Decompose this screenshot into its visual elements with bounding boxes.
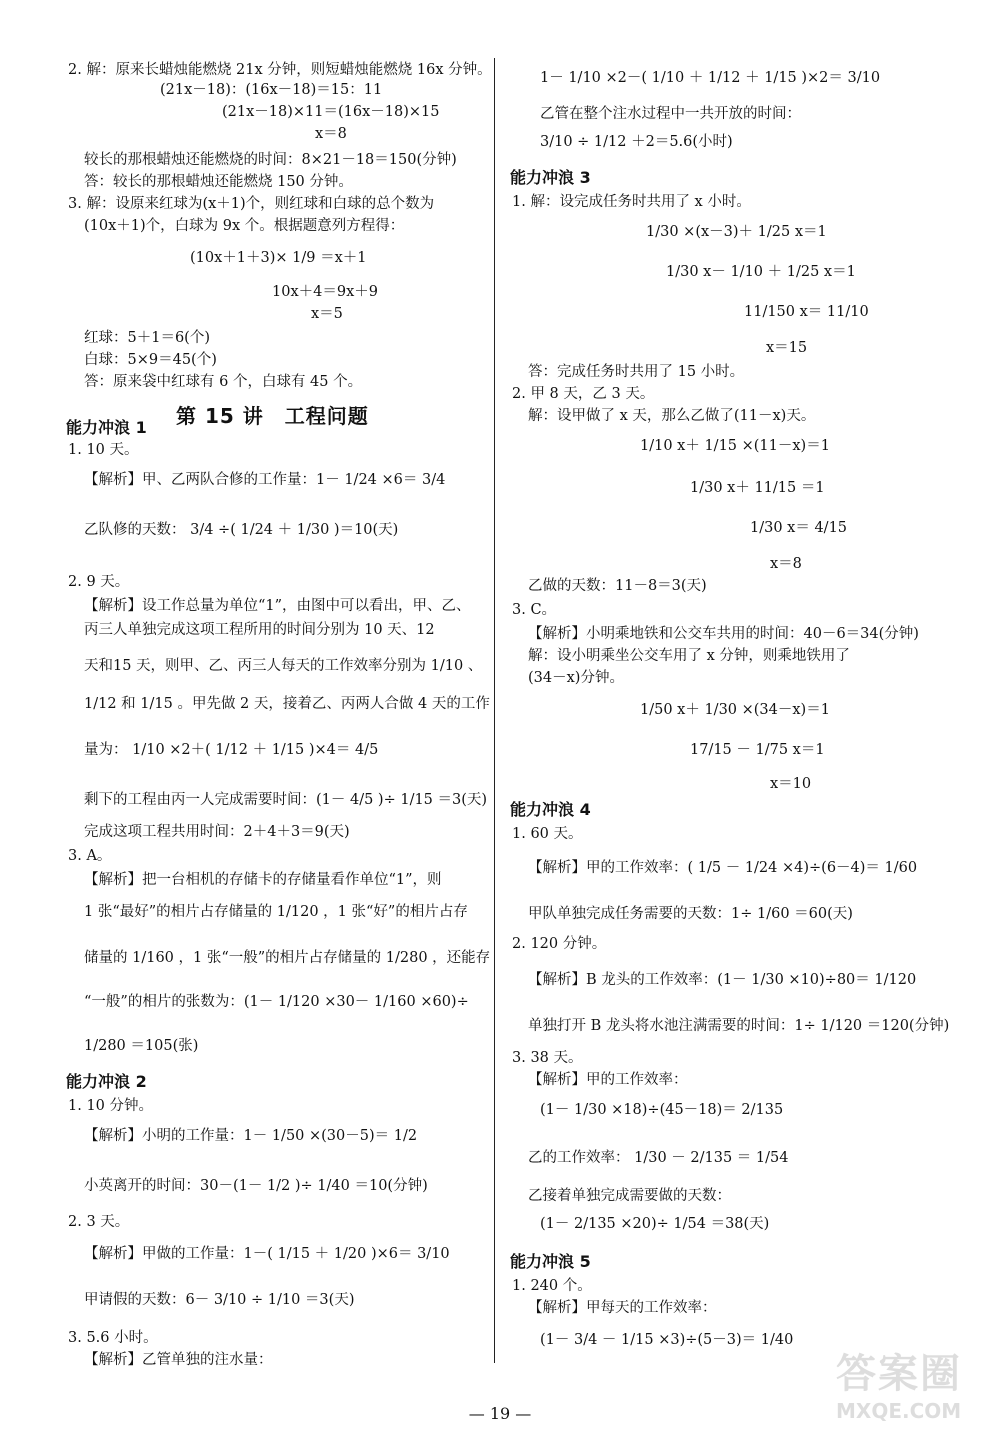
section-heading: 能力冲浪 1	[66, 418, 147, 437]
section-heading: 能力冲浪 4	[510, 800, 591, 819]
text-line: 11/150 x＝ 11/10	[744, 304, 869, 320]
text-line: 2. 3 天。	[68, 1214, 130, 1230]
text-line: 10x＋4＝9x＋9	[272, 284, 378, 300]
text-line: 剩下的工程由丙一人完成需要时间：(1－ 4/5 )÷ 1/15 ＝3(天)	[84, 792, 488, 808]
text-line: 1/280 ＝105(张)	[84, 1038, 199, 1054]
text-line: (21x－18)×11＝(16x－18)×15	[222, 104, 440, 120]
text-line: (10x＋1＋3)× 1/9 ＝x＋1	[190, 250, 367, 266]
section-heading: 能力冲浪 5	[510, 1252, 591, 1271]
text-line: 较长的那根蜡烛还能燃烧的时间：8×21－18＝150(分钟)	[84, 152, 457, 168]
watermark-url: MXQE.COM	[836, 1399, 962, 1423]
text-line: 【解析】乙管单独的注水量：	[84, 1352, 273, 1368]
text-line: 1. 60 天。	[512, 826, 583, 842]
text-line: 1. 10 天。	[68, 442, 139, 458]
text-line: 【解析】甲做的工作量：1－( 1/15 ＋ 1/20 )×6＝ 3/10	[84, 1246, 450, 1262]
text-line: x＝8	[770, 556, 802, 572]
text-line: 1/30 x＝ 4/15	[750, 520, 848, 536]
text-line: “一般”的相片的张数为：(1－ 1/120 ×30－ 1/160 ×60)÷	[84, 994, 469, 1010]
text-line: 天和15 天，则甲、乙、丙三人每天的工作效率分别为 1/10 、	[84, 658, 483, 674]
text-line: 1－ 1/10 ×2－( 1/10 ＋ 1/12 ＋ 1/15 )×2＝ 3/10	[540, 70, 881, 86]
text-line: 1/30 ×(x－3)＋ 1/25 x＝1	[646, 224, 827, 240]
text-line: 解：设小明乘坐公交车用了 x 分钟，则乘地铁用了	[528, 648, 850, 664]
text-line: 2. 解：原来长蜡烛能燃烧 21x 分钟，则短蜡烛能燃烧 16x 分钟。	[68, 62, 492, 78]
text-line: 1. 10 分钟。	[68, 1098, 154, 1114]
text-line: 丙三人单独完成这项工程所用的时间分别为 10 天、12	[84, 622, 435, 638]
text-line: 2. 9 天。	[68, 574, 130, 590]
text-line: 1/30 x－ 1/10 ＋ 1/25 x＝1	[666, 264, 856, 280]
text-line: 【解析】B 龙头的工作效率：(1－ 1/30 ×10)÷80＝ 1/120	[528, 972, 917, 988]
text-line: 3. A。	[68, 848, 112, 864]
text-line: 1/30 x＋ 11/15 ＝1	[690, 480, 825, 496]
text-line: 1. 240 个。	[512, 1278, 592, 1294]
text-line: 17/15 － 1/75 x＝1	[690, 742, 825, 758]
column-divider	[494, 58, 495, 1363]
text-line: 红球：5＋1＝6(个)	[84, 330, 210, 346]
text-line: (1－ 3/4 － 1/15 ×3)÷(5－3)＝ 1/40	[540, 1332, 794, 1348]
text-line: 量为： 1/10 ×2＋( 1/12 ＋ 1/15 )×4＝ 4/5	[84, 742, 379, 758]
text-line: 【解析】甲每天的工作效率：	[528, 1300, 717, 1316]
text-line: 【解析】设工作总量为单位“1”，由图中可以看出，甲、乙、	[84, 598, 471, 614]
text-line: 白球：5×9＝45(个)	[84, 352, 217, 368]
text-line: 3. 解：设原来红球为(x＋1)个，则红球和白球的总个数为	[68, 196, 435, 212]
text-line: 1/12 和 1/15 。甲先做 2 天，接着乙、丙两人合做 4 天的工作	[84, 696, 490, 712]
text-line: 乙的工作效率： 1/30 － 2/135 ＝ 1/54	[528, 1150, 789, 1166]
text-line: (34－x)分钟。	[528, 670, 624, 686]
text-line: 答：完成任务时共用了 15 小时。	[528, 364, 745, 380]
text-line: 单独打开 B 龙头将水池注满需要的时间：1÷ 1/120 ＝120(分钟)	[528, 1018, 950, 1034]
text-line: 1/10 x＋ 1/15 ×(11－x)＝1	[640, 438, 830, 454]
text-line: 乙队修的天数： 3/4 ÷( 1/24 ＋ 1/30 )＝10(天)	[84, 522, 399, 538]
text-line: 乙管在整个注水过程中一共开放的时间：	[540, 106, 801, 122]
text-line: 3/10 ÷ 1/12 ＋2＝5.6(小时)	[540, 134, 733, 150]
watermark-text: 答案圈	[836, 1351, 962, 1397]
text-line: 3. C。	[512, 602, 557, 618]
text-line: 2. 甲 8 天，乙 3 天。	[512, 386, 655, 402]
text-line: 3. 38 天。	[512, 1050, 583, 1066]
text-line: (1－ 2/135 ×20)÷ 1/54 ＝38(天)	[540, 1216, 770, 1232]
watermark-logo	[836, 1342, 986, 1432]
text-line: 1/50 x＋ 1/30 ×(34－x)＝1	[640, 702, 830, 718]
text-line: 乙做的天数：11－8＝3(天)	[528, 578, 707, 594]
text-line: 解：设甲做了 x 天，那么乙做了(11－x)天。	[528, 408, 816, 424]
text-line: 1. 解：设完成任务时共用了 x 小时。	[512, 194, 751, 210]
text-line: x＝8	[315, 126, 347, 142]
text-line: 【解析】甲的工作效率：( 1/5 － 1/24 ×4)÷(6－4)＝ 1/60	[528, 860, 918, 876]
text-line: 储量的 1/160 ，1 张“一般”的相片占存储量的 1/280 ，还能存	[84, 950, 491, 966]
lecture-title: 第 15 讲 工程问题	[176, 404, 369, 428]
section-heading: 能力冲浪 2	[66, 1072, 147, 1091]
text-line: x＝10	[770, 776, 812, 792]
text-line: x＝5	[311, 306, 343, 322]
text-line: 甲队单独完成任务需要的天数：1÷ 1/60 ＝60(天)	[528, 906, 853, 922]
text-line: (10x＋1)个，白球为 9x 个。根据题意列方程得：	[84, 218, 405, 234]
page-number: — 19 —	[468, 1404, 532, 1423]
text-line: 【解析】甲的工作效率：	[528, 1072, 688, 1088]
text-line: 【解析】把一台相机的存储卡的存储量看作单位“1”，则	[84, 872, 442, 888]
text-line: 3. 5.6 小时。	[68, 1330, 158, 1346]
text-line: (21x－18)：(16x－18)＝15：11	[160, 82, 383, 98]
text-line: 2. 120 分钟。	[512, 936, 607, 952]
text-line: 【解析】小明的工作量：1－ 1/50 ×(30－5)＝ 1/2	[84, 1128, 418, 1144]
text-line: 【解析】小明乘地铁和公交车共用的时间：40－6＝34(分钟)	[528, 626, 919, 642]
text-line: 答：较长的那根蜡烛还能燃烧 150 分钟。	[84, 174, 353, 190]
text-line: 乙接着单独完成需要做的天数：	[528, 1188, 731, 1204]
text-line: 甲请假的天数：6－ 3/10 ÷ 1/10 ＝3(天)	[84, 1292, 355, 1308]
text-line: 小英离开的时间：30－(1－ 1/2 )÷ 1/40 ＝10(分钟)	[84, 1178, 428, 1194]
text-line: 1 张“最好”的相片占存储量的 1/120 ，1 张“好”的相片占存	[84, 904, 468, 920]
text-line: 完成这项工程共用时间：2＋4＋3＝9(天)	[84, 824, 350, 840]
text-line: (1－ 1/30 ×18)÷(45－18)＝ 2/135	[540, 1102, 784, 1118]
text-line: x＝15	[766, 340, 808, 356]
section-heading: 能力冲浪 3	[510, 168, 591, 187]
text-line: 答：原来袋中红球有 6 个，白球有 45 个。	[84, 374, 363, 390]
text-line: 【解析】甲、乙两队合修的工作量：1－ 1/24 ×6＝ 3/4	[84, 472, 446, 488]
